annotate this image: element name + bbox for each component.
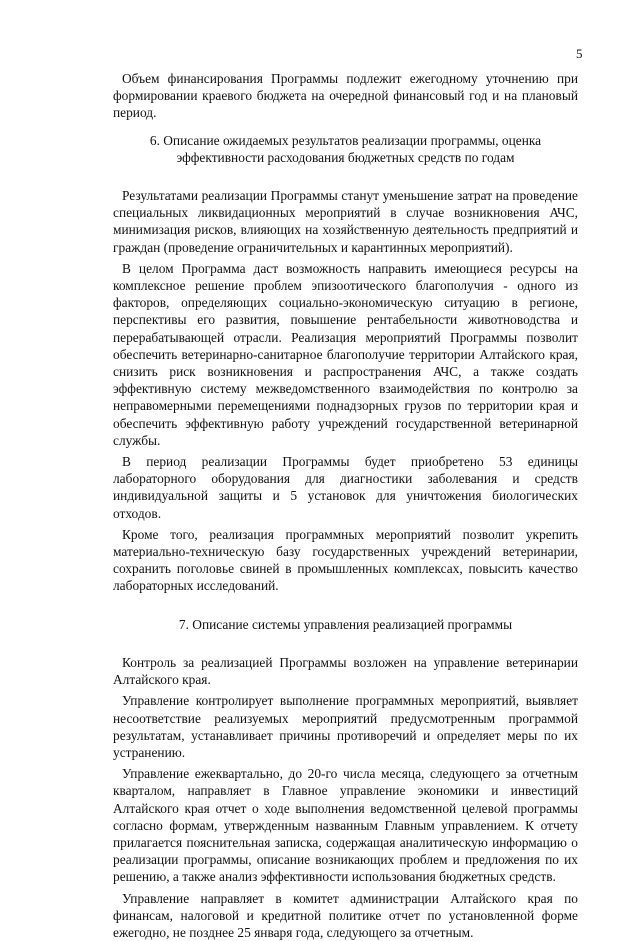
section-7-paragraph-1: Контроль за реализацией Программы возложен на управление ветеринарии Алтайского края. <box>113 654 578 688</box>
section-6-heading-line-1: 6. Описание ожидаемых результатов реализации программы, оценка <box>149 132 542 148</box>
section-7-heading: 7. Описание системы управления реализацией программы <box>178 616 513 632</box>
section-7-paragraph-3: Управление ежеквартально, до 20-го числа месяца, следующего за отчетным кварталом, направляет в Главное управление экономики и инвестиций Алтайского края отчет о ходе выполнения ведомственной целевой программы согласно формам, утвержденным названным Главным управлением. К отчету прилагается пояснительная записка, содержащая аналитическую информацию о реализации программы, описание возникающих проблем и предложения по их решению, а также анализ эффективности использования бюджетных средств. <box>113 766 578 885</box>
section-6-paragraph-2: В целом Программа даст возможность направить имеющиеся ресурсы на комплексное решение проблем эпизоотического благополучия - одного из факторов, определяющих социально-экономическую ситуацию в регионе, перспективы его развития, повышение рентабельности животноводства и перерабатывающей отрасли. Реализация мероприятий Программы позволит обеспечить ветеринарно-санитарное благополучие территории Алтайского края, снизить риск возникновения и распространения АЧС, а также создать эффективную систему межведомственного взаимодействия по контролю за неправомерными перемещениями поднадзорных грузов по территории края и обеспечить эффективную работу учреждений государственной ветеринарной службы. <box>113 260 578 448</box>
section-7-paragraph-4: Управление направляет в комитет администрации Алтайского края по финансам, налоговой и кредитной политике отчет по установленной форме ежегодно, не позднее 25 января года, следующего за отчетным. <box>113 890 578 940</box>
page-number: 5 <box>576 46 583 61</box>
intro-paragraph: Объем финансирования Программы подлежит ежегодному уточнению при формировании краевого бюджета на очередной финансовый год и на плановый период. <box>113 71 578 121</box>
section-6-paragraph-4: Кроме того, реализация программных мероприятий позволит укрепить материально-техническую базу государственных учреждений ветеринарии, сохранить поголовье свиней в промышленных комплексах, повысить качество лабораторных исследований. <box>113 526 578 594</box>
document-body <box>113 70 578 941</box>
section-6-heading <box>113 132 578 166</box>
section-6-paragraph-1: Результатами реализации Программы станут уменьшение затрат на проведение специальных ликвидационных мероприятий в случае возникновения АЧС, минимизация рисков, влияющих на хозяйственную деятельность предприятий и граждан (проведение ограничительных и карантинных мероприятий). <box>113 188 578 255</box>
section-6-paragraph-3: В период реализации Программы будет приобретено 53 единицы лабораторного оборудования для диагностики заболевания и средств индивидуальной защиты и 5 установок для уничтожения биологических отходов. <box>113 454 578 521</box>
section-7-paragraph-2: Управление контролирует выполнение программных мероприятий, выявляет несоответствие реализуемых мероприятий предусмотренным программой результатам, устанавливает причины противоречий и определяет меры по их устранению. <box>113 693 578 760</box>
section-6-heading-line-2: эффективности расходования бюджетных средств по годам <box>176 149 515 165</box>
